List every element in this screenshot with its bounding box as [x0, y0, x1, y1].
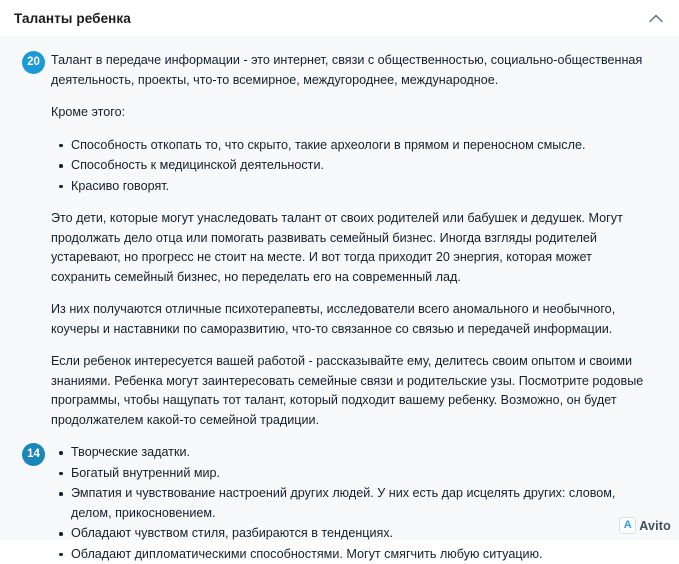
- bullet-list: [51, 136, 655, 197]
- avito-logo-icon: A: [619, 517, 636, 534]
- energy-badge: 20: [22, 51, 45, 74]
- chevron-up-icon[interactable]: [647, 9, 665, 27]
- list-item: Красиво говорят.: [69, 177, 655, 197]
- list-item: Обладают чувством стиля, разбираются в тенденциях.: [69, 524, 655, 544]
- paragraph: Если ребенок интересуется вашей работой - рассказывайте ему, делитесь своим опытом и своими знаниями. Ребенка могут заинтересовать семейные связи и родительские узы. Посмотрите родовые программы, чтобы нащупать тот талант, который подходит вашему ребенку. Возможно, он будет продолжателем какой-то семейной традиции.: [51, 352, 655, 430]
- paragraph: Из них получаются отличные психотерапевты, исследователи всего аномального и необычного, коучеры и наставники по саморазвитию, что-то связанное со связью и передачей информации.: [51, 300, 655, 339]
- list-item: Творческие задатки.: [69, 443, 655, 463]
- document-content: [0, 36, 679, 540]
- list-item: Способность к медицинской деятельности.: [69, 156, 655, 176]
- page-title: Таланты ребенка: [14, 11, 131, 26]
- paragraph: Талант в передаче информации - это интернет, связи с общественностью, социально-общественная деятельность, проекты, что-то всемирное, междугороднее, международное.: [51, 51, 655, 90]
- talent-section-20: [14, 51, 655, 430]
- avito-watermark-label: Avito: [639, 519, 671, 533]
- paragraph: Кроме этого:: [51, 103, 655, 123]
- section-header: [0, 0, 679, 36]
- list-item: Способность откопать то, что скрыто, такие археологи в прямом и переносном смысле.: [69, 136, 655, 156]
- bullet-list: [51, 443, 655, 564]
- paragraph: Это дети, которые могут унаследовать талант от своих родителей или бабушек и дедушек. Могут продолжать дело отца или помогать развивать семейный бизнес. Иногда взгляды родителей устаревают, но прогресс не стоит на месте. И вот тогда приходит 20 энергия, которая может сохранить семейный бизнес, но переделать его на современный лад.: [51, 209, 655, 287]
- energy-badge: 14: [22, 443, 45, 466]
- list-item: Обладают дипломатическими способностями. Могут смягчить любую ситуацию.: [69, 545, 655, 564]
- talent-section-14: [14, 443, 655, 564]
- list-item: Богатый внутренний мир.: [69, 464, 655, 484]
- list-item: Эмпатия и чувствование настроений других людей. У них есть дар исцелять других: словом, делом, прикосновением.: [69, 484, 655, 523]
- avito-watermark: [619, 517, 671, 534]
